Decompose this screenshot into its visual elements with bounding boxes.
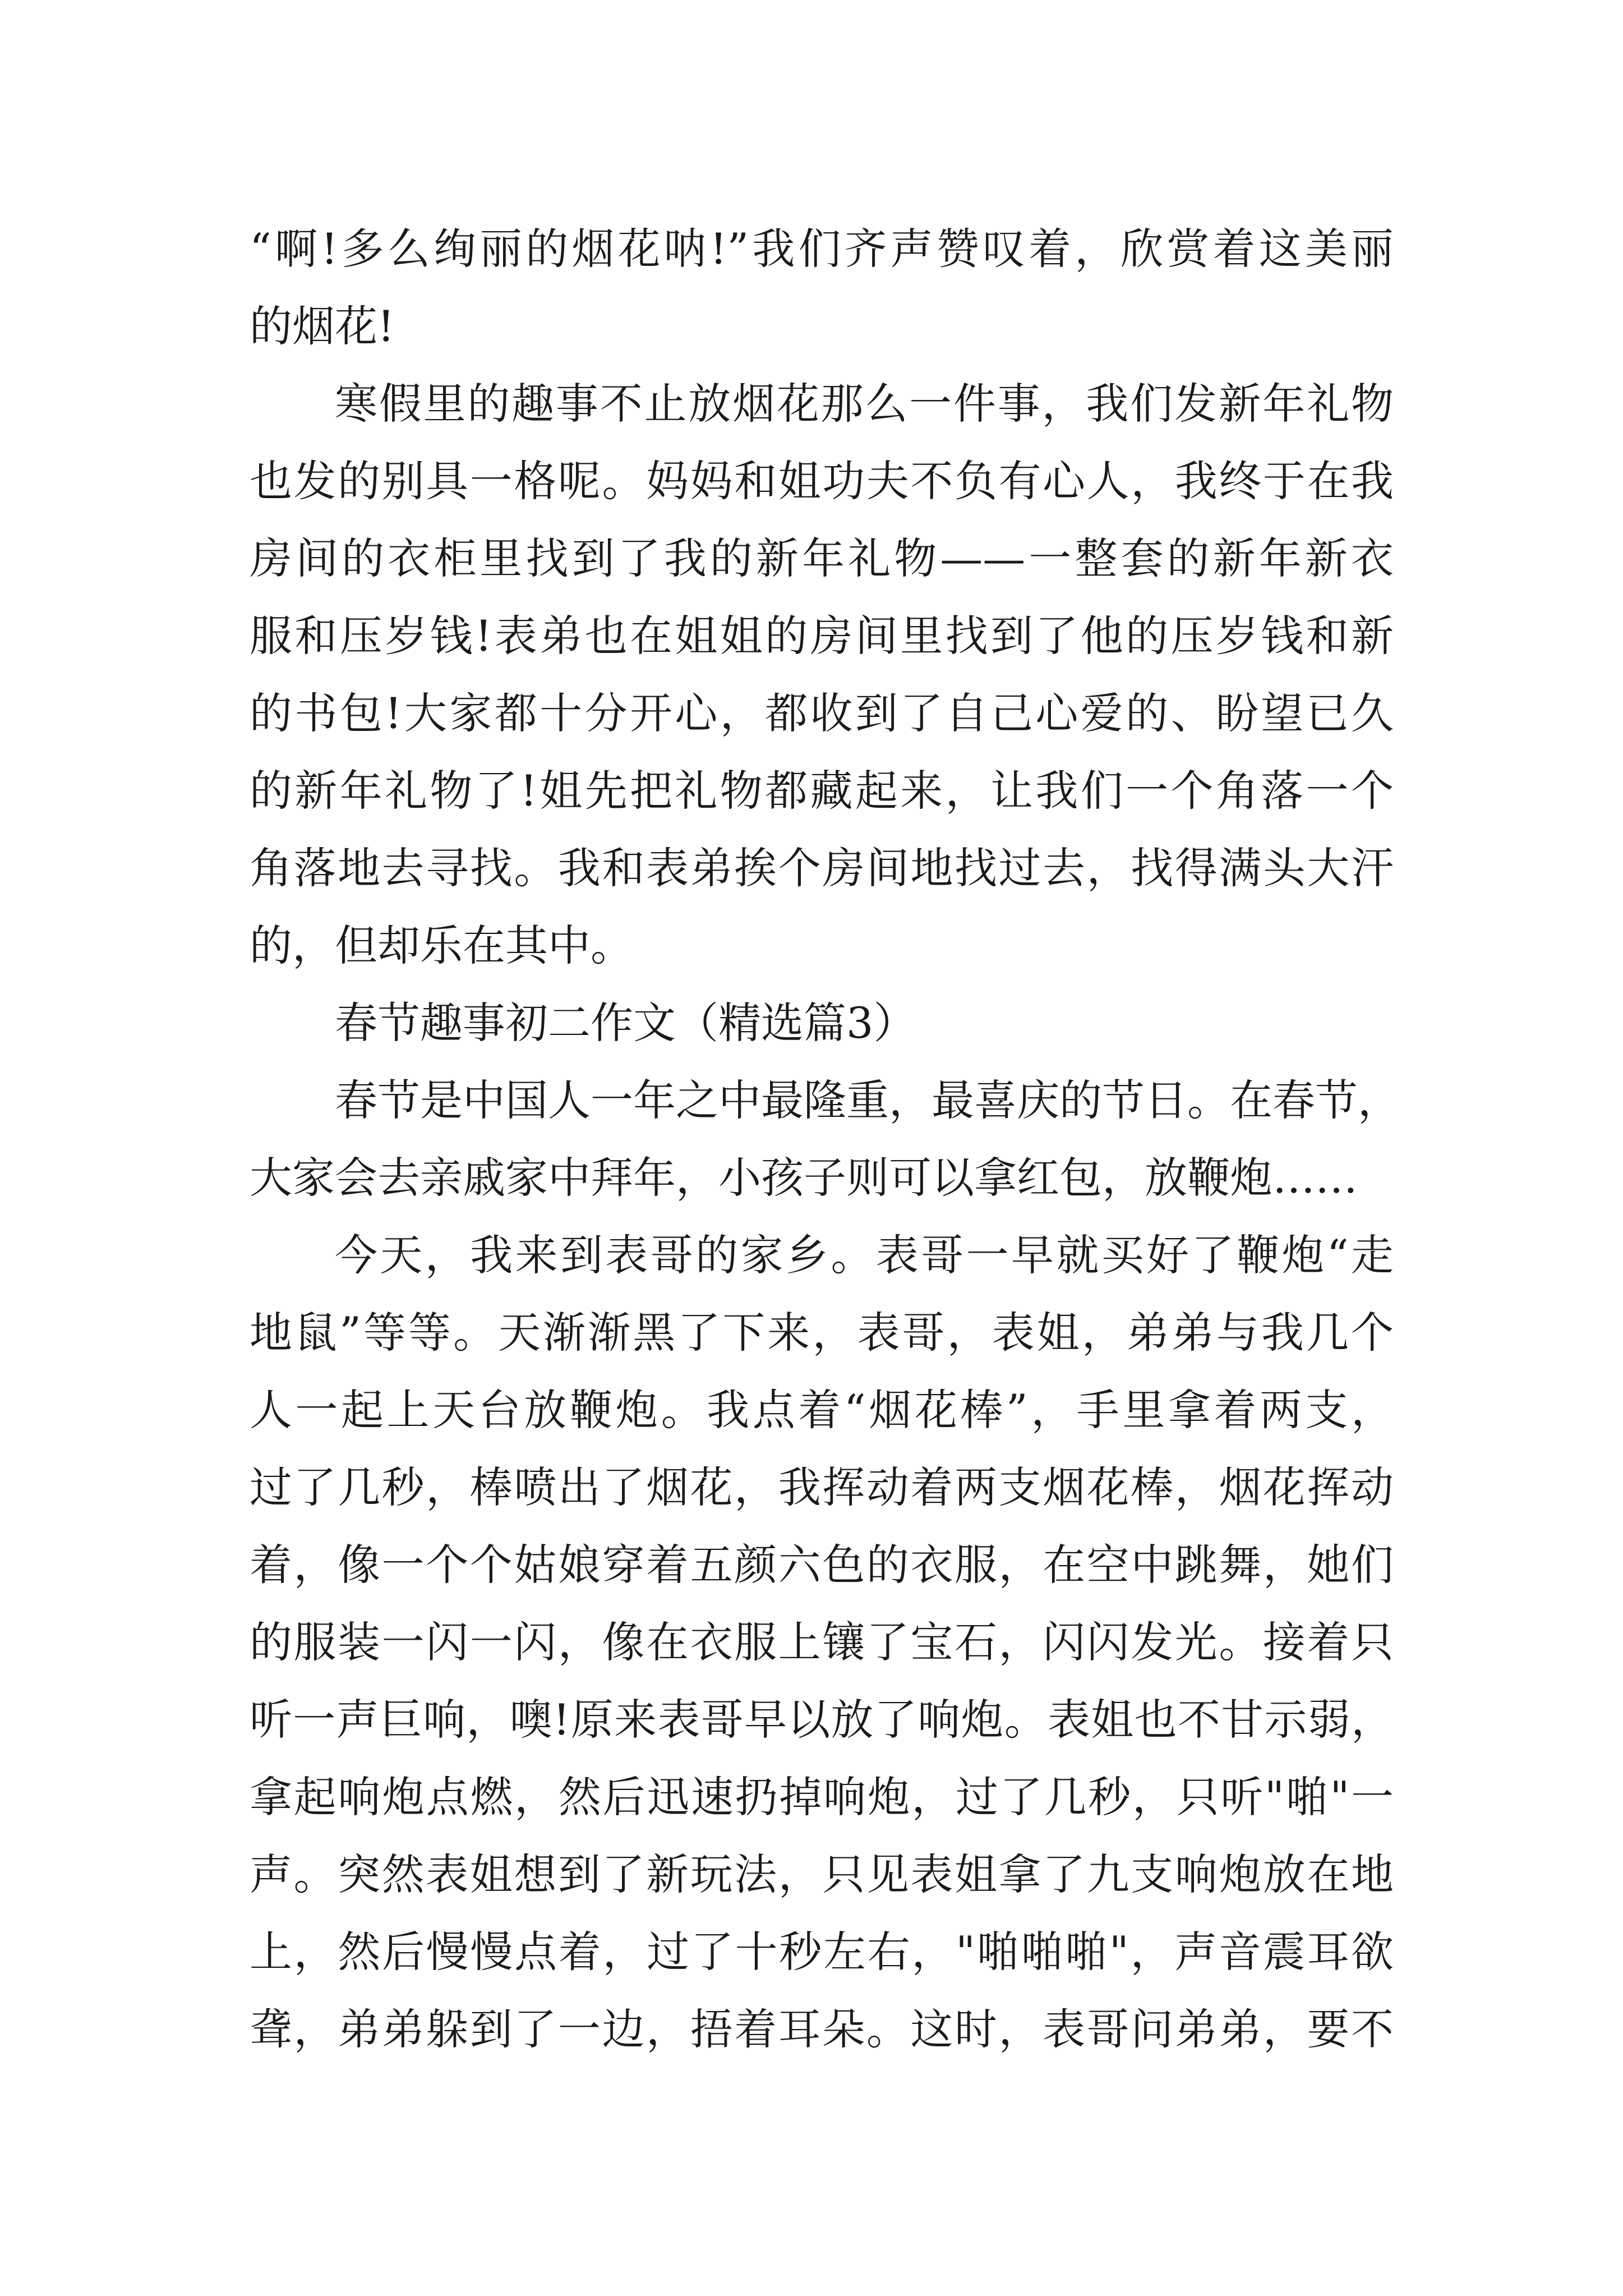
- text-line: 也发的别具一格呢。妈妈和姐功夫不负有心人，我终于在我: [250, 456, 1394, 506]
- text-line: 人一起上天台放鞭炮。我点着“烟花棒”，手里拿着两支，: [250, 1385, 1394, 1435]
- text-line: 过了几秒，棒喷出了烟花，我挥动着两支烟花棒，烟花挥动: [250, 1462, 1394, 1512]
- paragraph-first-line: 春节是中国人一年之中最隆重，最喜庆的节日。在春节，: [335, 1075, 1400, 1125]
- text-line: 服和压岁钱!表弟也在姐姐的房间里找到了他的压岁钱和新: [250, 611, 1394, 661]
- text-line: 角落地去寻找。我和表弟挨个房间地找过去，找得满头大汗: [250, 843, 1394, 893]
- text-line: 房间的衣柜里找到了我的新年礼物——一整套的新年新衣: [250, 533, 1394, 583]
- text-line: 听一声巨响，噢!原来表哥早以放了响炮。表姐也不甘示弱，: [250, 1695, 1394, 1745]
- text-line: 聋，弟弟躲到了一边，捂着耳朵。这时，表哥问弟弟，要不: [250, 2004, 1394, 2054]
- text-line: 的书包!大家都十分开心，都收到了自己心爱的、盼望已久: [250, 688, 1394, 738]
- text-line: 大家会去亲戚家中拜年，小孩子则可以拿红包，放鞭炮……: [250, 1153, 1358, 1203]
- text-line: 的烟花!: [250, 301, 395, 351]
- text-line: 声。突然表姐想到了新玩法，只见表姐拿了九支响炮放在地: [250, 1849, 1394, 1899]
- text-line: 的新年礼物了!姐先把礼物都藏起来，让我们一个角落一个: [250, 766, 1394, 816]
- text-line: 上，然后慢慢点着，过了十秒左右，"啪啪啪"，声音震耳欲: [250, 1927, 1394, 1977]
- text-line: 的，但却乐在其中。: [250, 921, 633, 970]
- text-line: 着，像一个个姑娘穿着五颜六色的衣服，在空中跳舞，她们: [250, 1540, 1394, 1590]
- paragraph-first-line: 寒假里的趣事不止放烟花那么一件事，我们发新年礼物: [335, 379, 1394, 429]
- text-line: 的服装一闪一闪，像在衣服上镶了宝石，闪闪发光。接着只: [250, 1617, 1394, 1667]
- essay-text-body: [250, 210, 1400, 2068]
- text-line: 拿起响炮点燃，然后迅速扔掉响炮，过了几秒，只听"啪"一: [250, 1772, 1394, 1822]
- text-line: “啊!多么绚丽的烟花呐!”我们齐声赞叹着，欣赏着这美丽: [250, 224, 1394, 274]
- text-line: 地鼠”等等。天渐渐黑了下来，表哥，表姐，弟弟与我几个: [250, 1308, 1394, 1358]
- paragraph-first-line: 今天，我来到表哥的家乡。表哥一早就买好了鞭炮“走: [335, 1230, 1394, 1280]
- section-heading: 春节趣事初二作文（精选篇3）: [335, 998, 916, 1048]
